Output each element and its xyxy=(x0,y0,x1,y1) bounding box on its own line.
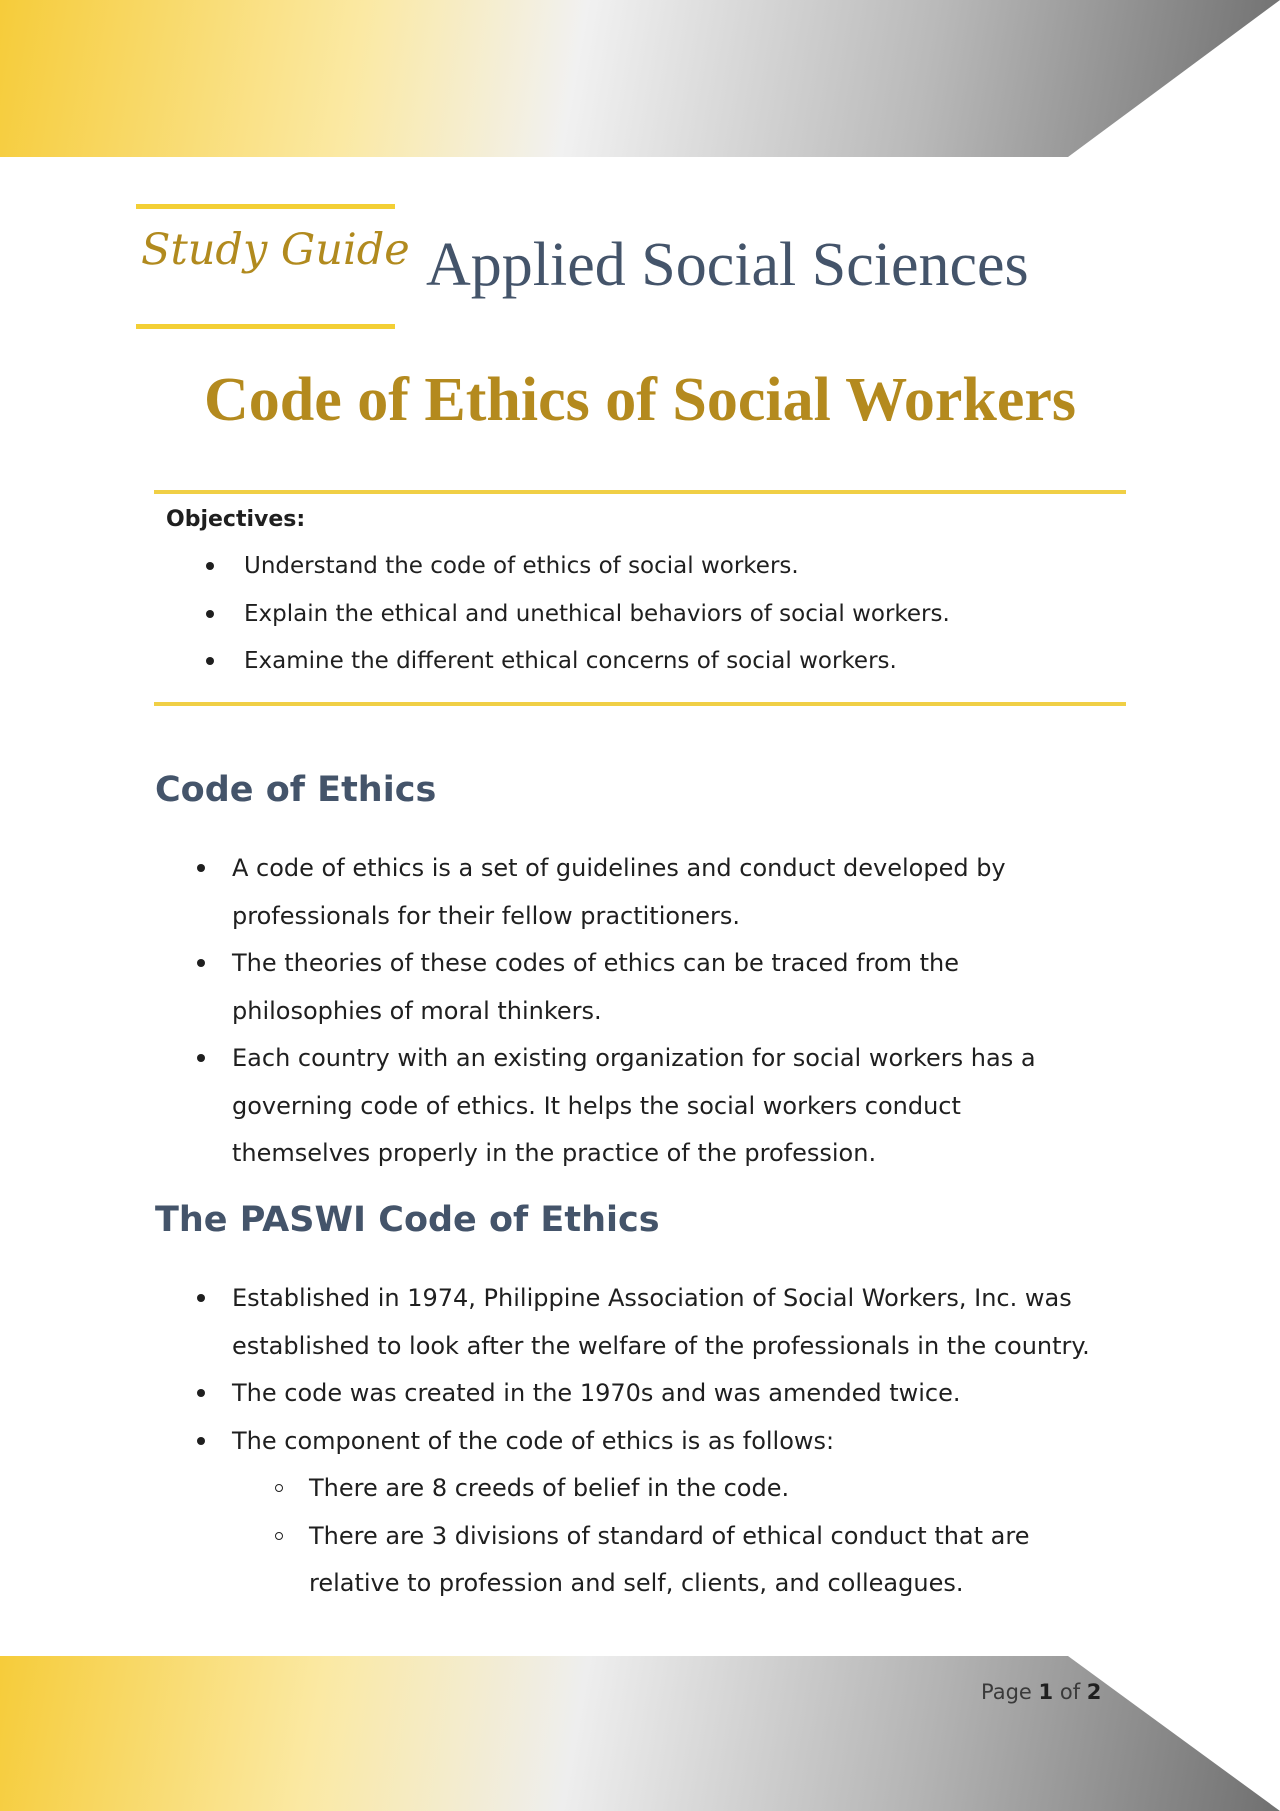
objectives-top-divider xyxy=(154,490,1126,494)
list-item-continuation: professionals for their fellow practitioners. xyxy=(232,901,741,930)
objectives-bottom-divider xyxy=(154,702,1126,706)
list-item: The component of the code of ethics is as follows: xyxy=(195,1418,1135,1466)
list-item-continuation: governing code of ethics. It helps the social workers conduct xyxy=(232,1091,961,1120)
paswi-list xyxy=(195,1275,1135,1608)
bullet-icon xyxy=(197,1054,205,1062)
bullet-icon xyxy=(206,657,214,665)
subject-title: Applied Social Sciences xyxy=(426,231,1029,299)
bullet-icon xyxy=(197,1389,205,1397)
study-guide-label: Study Guide xyxy=(141,225,410,275)
list-item-continuation: philosophies of moral thinkers. xyxy=(232,996,602,1025)
list-item-continuation: established to look after the welfare of the professionals in the country. xyxy=(232,1331,1090,1360)
list-item-continuation: themselves properly in the practice of the profession. xyxy=(232,1139,877,1167)
objectives-label: Objectives: xyxy=(166,507,306,532)
list-item: The theories of these codes of ethics can be traced from the xyxy=(195,940,1135,988)
bullet-icon xyxy=(197,959,205,967)
page-number: Page 1 of 2 xyxy=(981,1680,1102,1704)
list-item: The code was created in the 1970s and was amended twice. xyxy=(195,1370,1135,1418)
hollow-bullet-icon xyxy=(275,1484,283,1492)
list-item: Examine the different ethical concerns of social workers. xyxy=(204,640,1124,688)
list-item: Each country with an existing organization for social workers has a xyxy=(195,1035,1135,1083)
sub-list-item-continuation: relative to profession and self, clients, and colleagues. xyxy=(309,1569,964,1597)
bullet-icon xyxy=(197,1437,205,1445)
sub-list-item: There are 3 divisions of standard of ethical conduct that are xyxy=(195,1513,1135,1561)
list-item: Explain the ethical and unethical behaviors of social workers. xyxy=(204,593,1124,641)
objectives-list xyxy=(204,545,1124,688)
hollow-bullet-icon xyxy=(275,1532,283,1540)
list-item: A code of ethics is a set of guidelines and conduct developed by xyxy=(195,845,1135,893)
bullet-icon xyxy=(197,1294,205,1302)
section-heading-paswi: The PASWI Code of Ethics xyxy=(155,1200,660,1240)
code-of-ethics-list xyxy=(195,845,1135,1178)
list-item: Established in 1974, Philippine Association of Social Workers, Inc. was xyxy=(195,1275,1135,1323)
list-item: Understand the code of ethics of social workers. xyxy=(204,545,1124,593)
document-title: Code of Ethics of Social Workers xyxy=(204,366,1076,434)
bullet-icon xyxy=(197,864,205,872)
bullet-icon xyxy=(206,610,214,618)
header-banner xyxy=(0,0,1280,157)
bullet-icon xyxy=(206,562,214,570)
section-heading-code-of-ethics: Code of Ethics xyxy=(155,770,437,810)
sub-list-item: There are 8 creeds of belief in the code. xyxy=(195,1465,1135,1513)
